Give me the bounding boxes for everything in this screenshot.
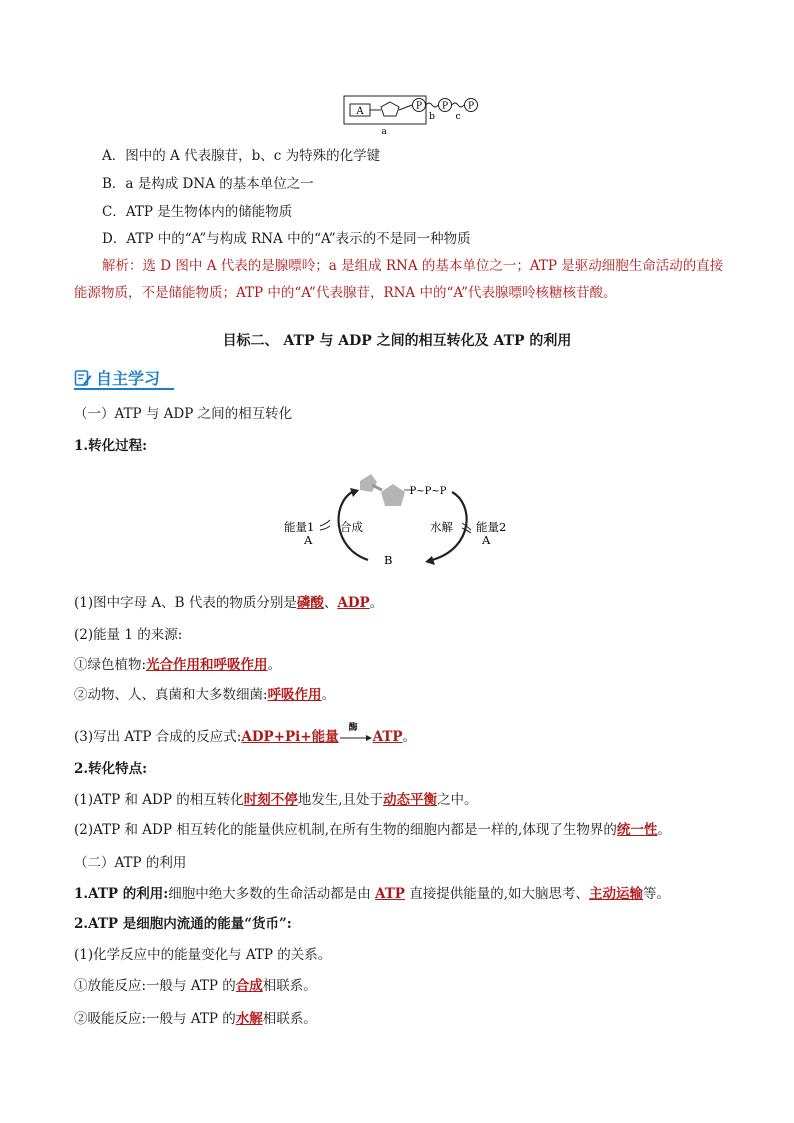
q2a-prefix: ①绿色植物: (74, 657, 147, 673)
q2a-answer: 光合作用和呼吸作用 (146, 657, 268, 673)
atp-adp-cycle-diagram (280, 468, 520, 572)
part1-sub1: 1.转化过程: (74, 438, 148, 454)
u1-answer-2: 主动运输 (589, 886, 644, 902)
energy1-label: 能量1 (284, 520, 315, 534)
u1-prefix: 1.ATP 的利用: (74, 886, 169, 902)
self-study-badge (74, 366, 160, 389)
f2-answer: 统一性 (616, 822, 658, 838)
f1-end: 之中。 (437, 792, 478, 808)
a-left-label: A (304, 533, 313, 547)
q1-separator: 、 (323, 595, 338, 611)
section-title: 目标二、 ATP 与 ADP 之间的相互转化及 ATP 的利用 (222, 333, 572, 349)
q2b-answer: 呼吸作用 (267, 687, 322, 703)
usage-2b (74, 1010, 317, 1028)
usage-2-1: (1)化学反应中的能量变化与 ATP 的关系。 (74, 947, 332, 963)
feature-2 (74, 821, 671, 839)
f2-prefix: (2)ATP 和 ADP 相互转化的能量供应机制,在所有生物的细胞内都是一样的,体现了生物界的 (74, 822, 617, 838)
a-right-label: A (482, 533, 491, 547)
hydrolysis-label: 水解 (430, 520, 453, 534)
question-2b (74, 686, 335, 704)
u1-answer-1: ATP (375, 886, 405, 902)
usage-2a (74, 977, 317, 995)
f1-middle: 地发生,且处于 (297, 792, 384, 808)
option-d: D．ATP 中的“A”与构成 RNA 中的“A”表示的不是同一种物质 (102, 231, 471, 247)
q1-prefix: (1)图中字母 A、B 代表的物质分别是 (74, 595, 297, 611)
synthesis-label: 合成 (340, 520, 363, 534)
label-a: a (381, 127, 387, 136)
u2a-end: 相联系。 (262, 978, 317, 994)
u2b-answer: 水解 (235, 1011, 263, 1027)
b-label: B (384, 553, 393, 567)
f1-answer-2: 动态平衡 (383, 792, 438, 808)
f1-answer-1: 时刻不停 (243, 792, 298, 808)
analysis-line-1: 解析：选 D 图中 A 代表的是腺嘌呤；a 是组成 RNA 的基本单位之一；ATP 是驱动细胞生命活动的直接 (102, 258, 724, 274)
phosphate-2: P (441, 101, 449, 112)
q1-answer-1: 磷酸 (296, 595, 324, 611)
label-b: b (429, 112, 435, 122)
cycle-phosphates: P~P~P (409, 486, 447, 497)
badge-underline (74, 388, 174, 390)
q3-reactants: ADP+Pi+能量 (241, 729, 339, 745)
energy2-label: 能量2 (476, 520, 507, 534)
q3-prefix: (3)写出 ATP 合成的反应式: (74, 729, 242, 745)
u2b-prefix: ②吸能反应:一般与 ATP 的 (74, 1011, 236, 1027)
usage-1 (74, 885, 670, 903)
f2-end: 。 (657, 822, 671, 838)
question-3 (74, 723, 417, 746)
part2-heading: （二）ATP 的利用 (74, 855, 187, 871)
part1-heading: （一）ATP 与 ADP 之间的相互转化 (74, 406, 293, 422)
q2b-end: 。 (321, 687, 336, 703)
label-c: c (455, 112, 461, 122)
u1-end: 等。 (643, 886, 671, 902)
enzyme-label: 酶 (348, 723, 358, 733)
phosphate-1: P (415, 101, 423, 112)
question-2: (2)能量 1 的来源: (74, 627, 183, 643)
atp-structure-diagram (340, 94, 490, 136)
q2a-end: 。 (267, 657, 282, 673)
option-c: C．ATP 是生物体内的储能物质 (102, 204, 293, 220)
question-1 (74, 594, 383, 612)
analysis-line-2: 能源物质，不是储能物质；ATP 中的“A”代表腺苷，RNA 中的“A”代表腺嘌呤核糖核苷酸。 (74, 285, 617, 301)
badge-label: 自主学习 (96, 369, 161, 388)
option-b: B．a 是构成 DNA 的基本单位之一 (102, 176, 314, 192)
u2a-prefix: ①放能反应:一般与 ATP 的 (74, 978, 236, 994)
question-2a (74, 656, 281, 674)
u2a-answer: 合成 (235, 978, 263, 994)
u1-middle-2: 直接提供能量的,如大脑思考、 (404, 886, 590, 902)
feature-1 (74, 791, 478, 809)
adenine-label: A (356, 106, 364, 117)
reaction-arrow-icon (340, 734, 372, 742)
option-a: A．图中的 A 代表腺苷，b、c 为特殊的化学键 (102, 148, 381, 164)
q3-end: 。 (402, 729, 417, 745)
f1-prefix: (1)ATP 和 ADP 的相互转化 (74, 792, 244, 808)
u1-middle: 细胞中绝大多数的生命活动都是由 (168, 886, 376, 902)
pencil-note-icon (74, 369, 92, 387)
q3-product: ATP (372, 729, 403, 745)
u2b-end: 相联系。 (262, 1011, 317, 1027)
part1-sub2: 2.转化特点: (74, 761, 148, 777)
usage-2: 2.ATP 是细胞内流通的能量“货币”: (74, 916, 292, 932)
enzyme-arrow (339, 723, 373, 746)
q1-end: 。 (369, 595, 384, 611)
q2b-prefix: ②动物、人、真菌和大多数细菌: (74, 687, 268, 703)
q1-answer-2: ADP (337, 595, 370, 611)
phosphate-3: P (467, 101, 475, 112)
